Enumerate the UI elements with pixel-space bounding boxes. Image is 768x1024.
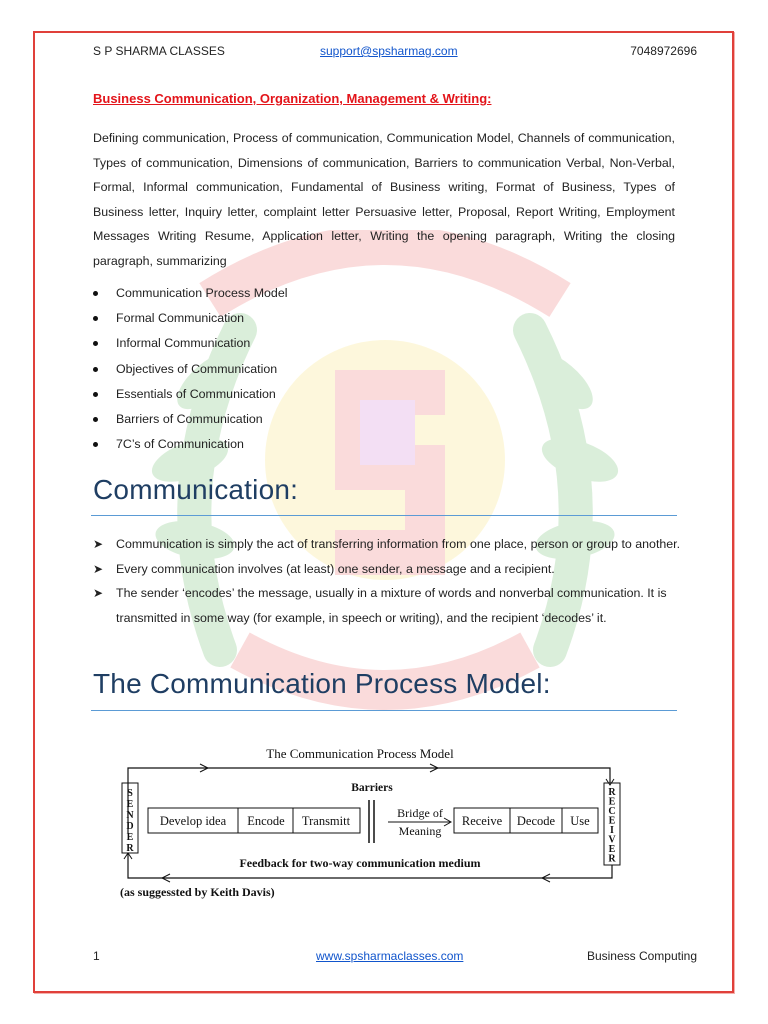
diagram-title: The Communication Process Model xyxy=(266,746,454,761)
page-number: 1 xyxy=(93,949,100,963)
list-item: Objectives of Communication xyxy=(93,359,287,384)
barriers-label: Barriers xyxy=(351,782,393,794)
heading-rule xyxy=(91,710,677,711)
footer-website-link[interactable]: www.spsharmaclasses.com xyxy=(316,949,464,963)
step-transmitt: Transmitt xyxy=(301,814,351,828)
header-email-link[interactable]: support@spsharmag.com xyxy=(320,44,458,58)
list-item xyxy=(93,532,683,557)
step-use: Use xyxy=(570,814,590,828)
communication-heading: Communication: xyxy=(93,474,299,505)
list-item: Communication Process Model xyxy=(93,283,287,308)
list-item: Barriers of Communication xyxy=(93,409,287,434)
list-item xyxy=(93,557,683,582)
arrow-bullet-icon: ➤ xyxy=(93,561,104,576)
point-text: Every communication involves (at least) one sender, a message and a recipient. xyxy=(116,561,555,576)
page-header xyxy=(93,44,697,60)
topic-list xyxy=(93,283,287,459)
header-brand: S P SHARMA CLASSES xyxy=(93,44,225,58)
list-item xyxy=(93,581,683,630)
list-item: Essentials of Communication xyxy=(93,384,287,409)
step-receive: Receive xyxy=(461,814,503,828)
point-text: The sender ‘encodes’ the message, usually in a mixture of words and nonverbal communication. It is transmitted in some way (for example, in speech or writing), and the recipient ‘decodes’ it. xyxy=(116,586,667,625)
sender-label: S E N D E R xyxy=(126,788,134,854)
list-item: Formal Communication xyxy=(93,308,287,333)
communication-process-diagram xyxy=(110,738,640,908)
step-develop-idea: Develop idea xyxy=(159,814,227,828)
arrow-bullet-icon: ➤ xyxy=(93,537,104,551)
step-encode: Encode xyxy=(247,814,285,828)
page-footer xyxy=(93,949,697,965)
bridge-text-2: Meaning xyxy=(398,824,442,838)
heading-rule xyxy=(91,515,677,516)
main-title: Business Communication, Organization, Management & Writing: xyxy=(93,91,492,106)
list-item: Informal Communication xyxy=(93,333,287,358)
process-model-heading: The Communication Process Model: xyxy=(93,668,551,699)
list-item: 7C’s of Communication xyxy=(93,434,287,459)
header-phone: 7048972696 xyxy=(630,44,697,58)
footer-subject: Business Computing xyxy=(586,949,697,963)
arrow-bullet-icon: ➤ xyxy=(93,586,104,600)
bridge-text-1: Bridge of xyxy=(397,806,443,820)
point-text: Communication is simply the act of transferring information from one place, person or group to another. xyxy=(116,537,681,551)
intro-paragraph: Defining communication, Process of communication, Communication Model, Channels of communication, Types of communication, Dimensions of communication, Barriers to communication Verbal, Non-Verbal, Formal, Informal communication, Fundamental of Business writing, Format of Business, Types of Business letter, Inquiry letter, complaint letter Persuasive letter, Proposal, Report Writing, Employment Messages Writing Resume, Application letter, Writing the opening paragraph, Writing the closing paragraph, summarizing xyxy=(93,131,675,268)
step-decode: Decode xyxy=(516,814,556,828)
receiver-label: R E C E I V E R xyxy=(608,787,616,865)
feedback-label: Feedback for two-way communication medium xyxy=(239,856,481,870)
diagram-credit: (as suggessted by Keith Davis) xyxy=(120,885,275,899)
communication-points xyxy=(93,532,683,630)
